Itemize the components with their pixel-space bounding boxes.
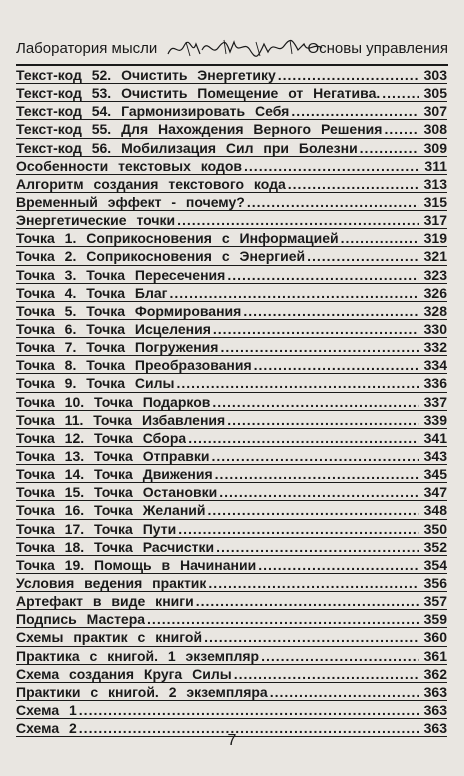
toc-entry-page: 345 (423, 466, 447, 483)
toc-entry (16, 393, 447, 411)
toc-entry-title: Точка 8. Точка Преобразования (16, 357, 252, 374)
toc-entry-title: Условия ведения практик (16, 574, 207, 591)
toc-entry-title: Подпись Мастера (16, 611, 146, 628)
toc-leader-dots (208, 574, 419, 592)
header-left-title: Лаборатория мысли (16, 40, 158, 57)
toc-entry-title: Точка 12. Точка Сбора (16, 429, 187, 446)
toc-leader-dots (170, 284, 419, 302)
toc-leader-dots (204, 628, 419, 646)
toc-entry-title: Артефакт в виде книги (16, 593, 194, 610)
toc-leader-dots (216, 538, 419, 556)
toc-entry (16, 193, 447, 211)
toc-entry (16, 501, 447, 519)
toc-entry-page: 328 (423, 302, 447, 319)
toc-entry (16, 701, 447, 719)
toc-entry-title: Практика с книгой. 1 экземпляр (16, 647, 260, 664)
toc-leader-dots (227, 411, 419, 429)
toc-entry-page: 332 (423, 339, 447, 356)
toc-leader-dots (208, 501, 419, 519)
table-of-contents (16, 66, 447, 737)
toc-entry-title: Точка 16. Точка Желаний (16, 502, 206, 519)
toc-entry-page: 359 (423, 611, 447, 628)
toc-entry (16, 574, 447, 592)
toc-entry-title: Временный эффект - почему? (16, 193, 245, 210)
toc-entry-title: Схема 2 (16, 720, 77, 737)
header-right-title: Основы управления (307, 40, 448, 57)
toc-entry (16, 120, 447, 138)
toc-entry-page: 303 (423, 67, 447, 83)
toc-leader-dots (307, 247, 419, 265)
toc-entry-page: 357 (423, 593, 447, 610)
toc-entry (16, 374, 447, 392)
toc-entry-page: 363 (423, 683, 447, 700)
toc-entry (16, 139, 447, 157)
toc-entry (16, 320, 447, 338)
toc-entry (16, 429, 447, 447)
toc-entry (16, 647, 447, 665)
toc-entry-title: Точка 2. Соприкосновения с Энергией (16, 248, 306, 265)
toc-entry-title: Точка 1. Соприкосновения с Информацией (16, 230, 339, 247)
toc-entry-page: 354 (423, 556, 447, 573)
toc-entry-title: Точка 19. Помощь в Начинании (16, 556, 257, 573)
toc-entry-title: Точка 11. Точка Избавления (16, 411, 226, 428)
toc-entry-page: 336 (423, 375, 447, 392)
toc-entry-page: 311 (424, 157, 447, 174)
toc-entry-title: Точка 17. Точка Пути (16, 520, 177, 537)
toc-entry-page: 315 (423, 193, 447, 210)
toc-leader-dots (79, 701, 419, 719)
toc-entry-title: Точка 4. Точка Благ (16, 284, 168, 301)
toc-entry-title: Точка 14. Точка Движения (16, 466, 213, 483)
toc-entry-title: Точка 15. Точка Остановки (16, 484, 218, 501)
toc-entry-page: 362 (423, 665, 447, 682)
toc-entry-title: Точка 5. Точка Формирования (16, 302, 242, 319)
toc-entry (16, 102, 447, 120)
toc-entry (16, 483, 447, 501)
toc-leader-dots (196, 592, 419, 610)
toc-entry-page: 323 (423, 266, 447, 283)
toc-entry-page: 352 (423, 538, 447, 555)
toc-leader-dots (254, 356, 419, 374)
toc-entry-title: Текст-код 54. Гармонизировать Себя (16, 103, 290, 120)
toc-entry (16, 665, 447, 683)
toc-entry-page: 360 (423, 629, 447, 646)
toc-entry-page: 363 (423, 701, 447, 718)
toc-entry-page: 307 (423, 103, 447, 120)
toc-leader-dots (243, 302, 419, 320)
toc-entry (16, 538, 447, 556)
toc-entry-title: Схемы практик с книгой (16, 629, 203, 646)
toc-entry (16, 229, 447, 247)
toc-entry-page: 313 (423, 175, 447, 192)
toc-entry (16, 465, 447, 483)
toc-entry-title: Схема 1 (16, 701, 77, 718)
toc-entry-page: 363 (423, 720, 447, 737)
page-number: 7 (227, 732, 237, 749)
toc-leader-dots (178, 520, 419, 538)
toc-leader-dots (234, 665, 419, 683)
toc-leader-dots (384, 120, 419, 138)
toc-entry (16, 247, 447, 265)
toc-entry-title: Точка 18. Точка Расчистки (16, 538, 215, 555)
toc-leader-dots (270, 683, 419, 701)
toc-entry-title: Схема создания Круга Силы (16, 665, 232, 682)
toc-entry (16, 302, 447, 320)
toc-entry-page: 343 (423, 447, 447, 464)
toc-entry-title: Текст-код 56. Мобилизация Сил при Болезни (16, 139, 358, 156)
toc-entry (16, 356, 447, 374)
toc-entry (16, 520, 447, 538)
toc-leader-dots (220, 338, 419, 356)
toc-entry-title: Точка 3. Точка Пересечения (16, 266, 226, 283)
toc-entry-page: 334 (423, 357, 447, 374)
toc-leader-dots (382, 84, 419, 102)
toc-leader-dots (177, 374, 420, 392)
toc-entry-title: Энергетические точки (16, 212, 176, 229)
toc-entry (16, 411, 447, 429)
toc-entry-title: Особенности текстовых кодов (16, 157, 243, 174)
toc-leader-dots (177, 211, 419, 229)
toc-entry-page: 308 (423, 121, 447, 138)
toc-leader-dots (219, 483, 419, 501)
toc-entry-page: 319 (423, 230, 447, 247)
toc-entry-title: Алгоритм создания текстового кода (16, 175, 286, 192)
toc-entry-title: Текст-код 55. Для Нахождения Верного Решения (16, 121, 383, 138)
toc-leader-dots (244, 157, 419, 175)
toc-entry-page: 326 (423, 284, 447, 301)
toc-leader-dots (291, 102, 419, 120)
decorative-signature-icon (166, 36, 326, 60)
toc-leader-dots (247, 193, 419, 211)
toc-leader-dots (211, 447, 419, 465)
toc-leader-dots (227, 266, 419, 284)
toc-entry-title: Точка 10. Точка Подарков (16, 393, 211, 410)
toc-entry (16, 266, 447, 284)
toc-entry-page: 317 (423, 212, 447, 229)
toc-leader-dots (188, 429, 419, 447)
toc-entry (16, 84, 447, 102)
toc-entry-title: Текст-код 52. Очистить Энергетику (16, 67, 276, 83)
toc-entry-title: Точка 7. Точка Погружения (16, 339, 219, 356)
toc-entry (16, 556, 447, 574)
toc-entry-page: 337 (423, 393, 447, 410)
toc-entry-page: 348 (423, 502, 447, 519)
toc-entry-page: 309 (423, 139, 447, 156)
toc-entry-title: Текст-код 53. Очистить Помещение от Негатива. (16, 85, 381, 102)
toc-entry (16, 338, 447, 356)
toc-entry (16, 175, 447, 193)
toc-entry (16, 683, 447, 701)
toc-entry-page: 341 (423, 429, 447, 446)
toc-entry (16, 447, 447, 465)
toc-leader-dots (278, 66, 419, 84)
toc-entry (16, 157, 447, 175)
running-header (16, 36, 448, 64)
toc-entry (16, 592, 447, 610)
toc-entry-page: 330 (423, 320, 447, 337)
toc-entry (16, 610, 447, 628)
toc-entry-page: 347 (423, 484, 447, 501)
toc-leader-dots (341, 229, 419, 247)
toc-leader-dots (213, 320, 419, 338)
toc-entry (16, 66, 447, 84)
toc-entry-title: Практики с книгой. 2 экземпляра (16, 683, 268, 700)
toc-entry (16, 284, 447, 302)
toc-leader-dots (360, 139, 419, 157)
toc-entry-page: 361 (423, 647, 447, 664)
toc-entry-page: 339 (423, 411, 447, 428)
toc-leader-dots (212, 393, 419, 411)
toc-entry-title: Точка 9. Точка Силы (16, 375, 175, 392)
toc-entry-page: 321 (423, 248, 447, 265)
toc-leader-dots (288, 175, 419, 193)
toc-entry (16, 211, 447, 229)
toc-entry-title: Точка 13. Точка Отправки (16, 447, 210, 464)
toc-leader-dots (258, 556, 419, 574)
toc-entry-page: 305 (423, 85, 447, 102)
toc-entry (16, 628, 447, 646)
toc-entry-page: 350 (423, 520, 447, 537)
toc-entry-title: Точка 6. Точка Исцеления (16, 320, 211, 337)
toc-leader-dots (215, 465, 419, 483)
toc-leader-dots (147, 610, 419, 628)
toc-entry-page: 356 (423, 574, 447, 591)
toc-leader-dots (261, 647, 419, 665)
